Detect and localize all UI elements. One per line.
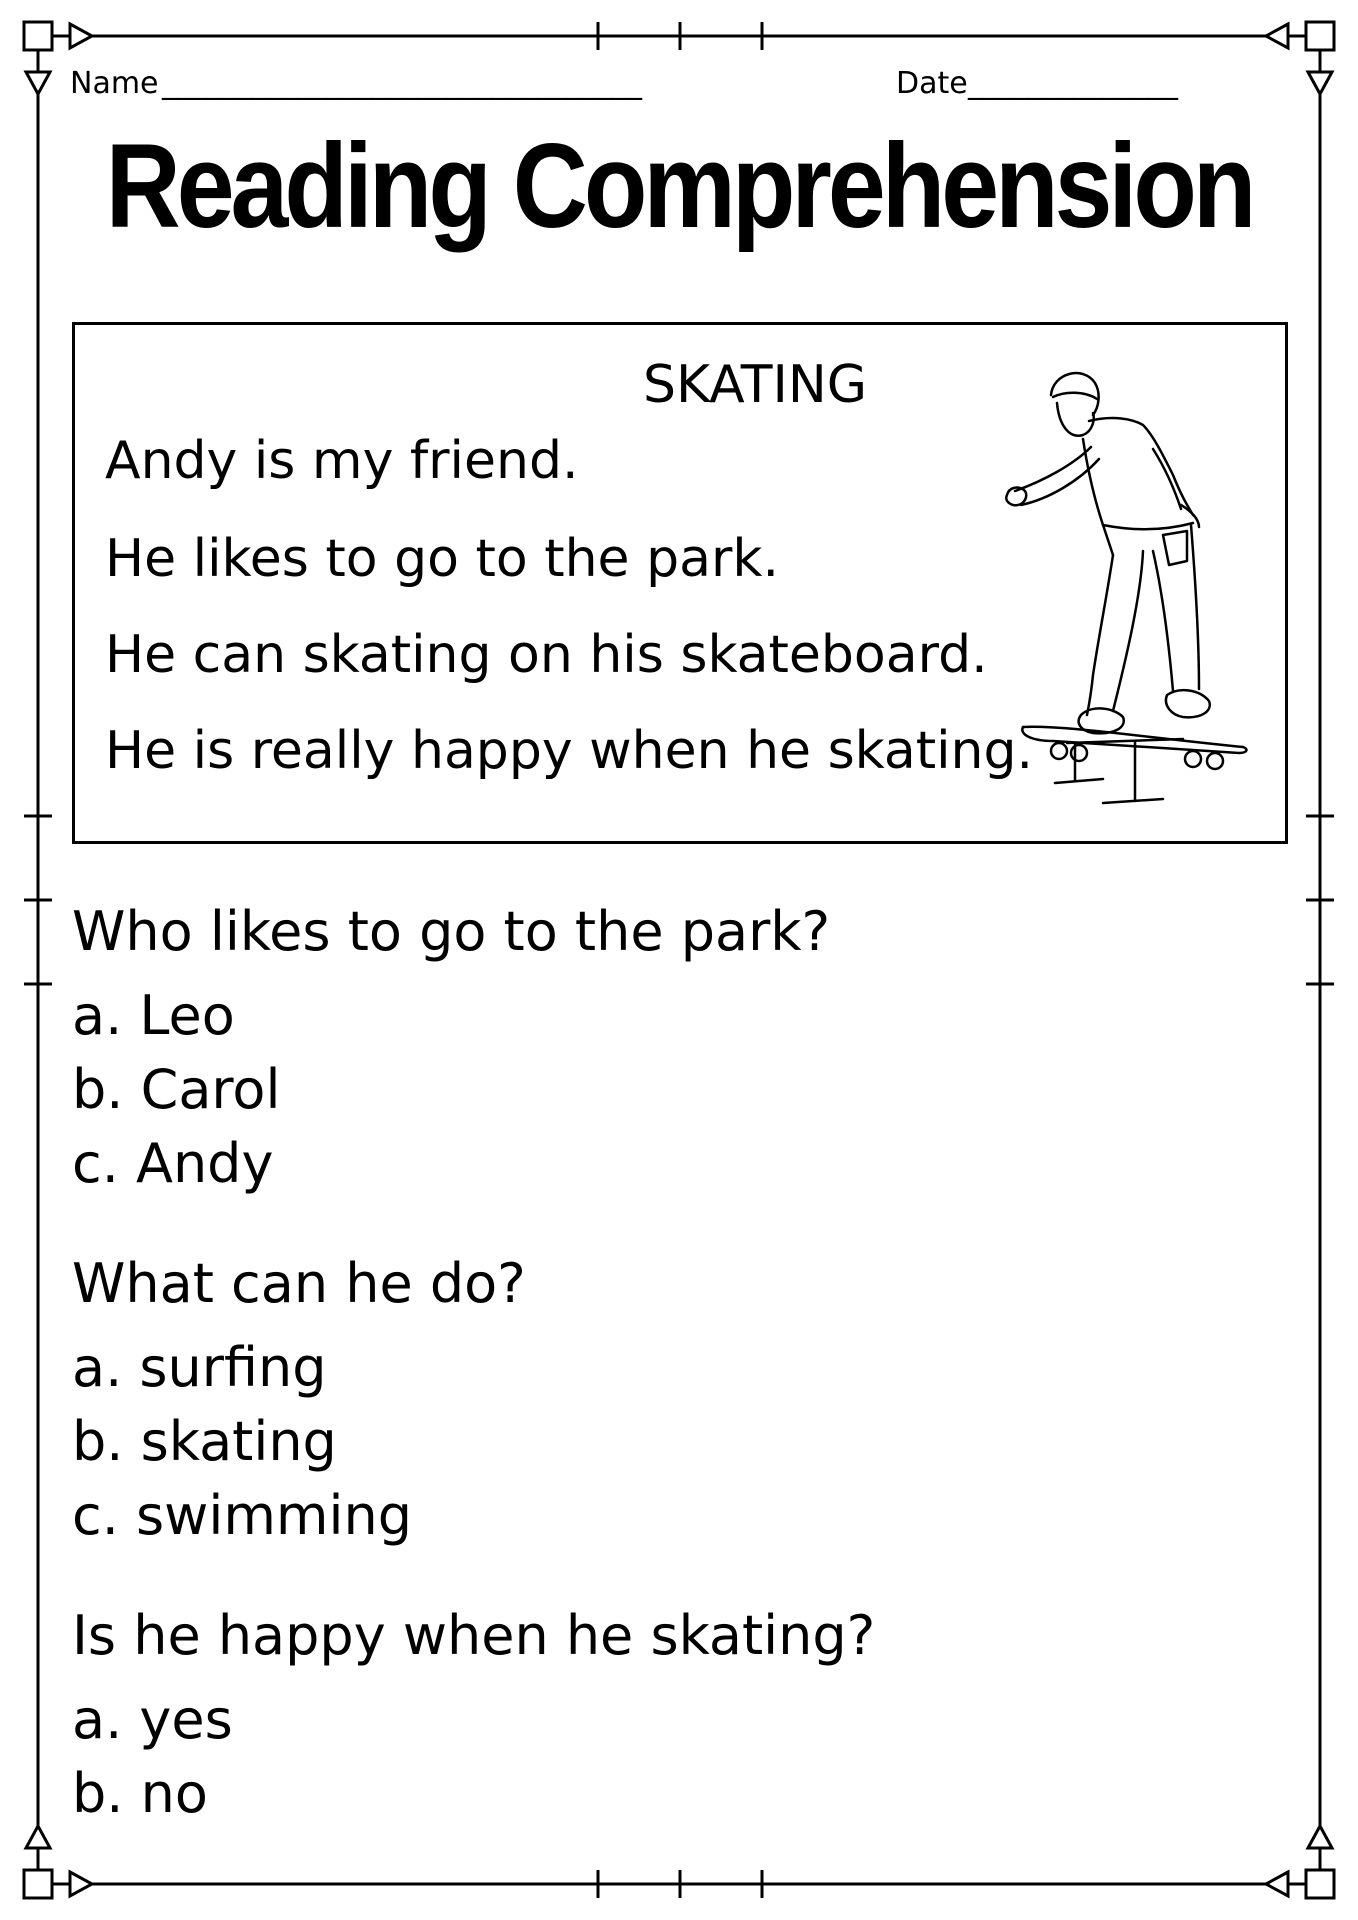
date-blank[interactable]: ______________ — [968, 66, 1178, 101]
name-label: Name — [70, 66, 159, 101]
answer-option[interactable]: a. yes — [72, 1688, 233, 1751]
answer-option[interactable]: c. swimming — [72, 1484, 413, 1547]
page-title: Reading Comprehension — [105, 120, 1253, 254]
answer-option[interactable]: a. Leo — [72, 984, 235, 1047]
skateboarder-illustration — [1003, 355, 1263, 815]
story-line: Andy is my friend. — [105, 431, 579, 491]
question-1: Who likes to go to the park? — [72, 900, 831, 963]
story-line: He is really happy when he skating. — [105, 721, 1034, 781]
answer-option[interactable]: c. Andy — [72, 1132, 274, 1195]
answer-option[interactable]: b. Carol — [72, 1058, 281, 1121]
story-line: He can skating on his skateboard. — [105, 625, 988, 685]
date-label: Date — [896, 66, 968, 101]
story-box — [72, 322, 1288, 844]
answer-option[interactable]: b. no — [72, 1762, 208, 1825]
story-line: He likes to go to the park. — [105, 529, 779, 589]
name-date-row — [70, 66, 1290, 106]
question-3: Is he happy when he skating? — [72, 1604, 876, 1667]
story-title: SKATING — [642, 355, 868, 415]
name-blank[interactable]: ________________________________ — [162, 66, 642, 101]
answer-option[interactable]: a. surfing — [72, 1336, 327, 1399]
question-2: What can he do? — [72, 1252, 526, 1315]
answer-option[interactable]: b. skating — [72, 1410, 337, 1473]
